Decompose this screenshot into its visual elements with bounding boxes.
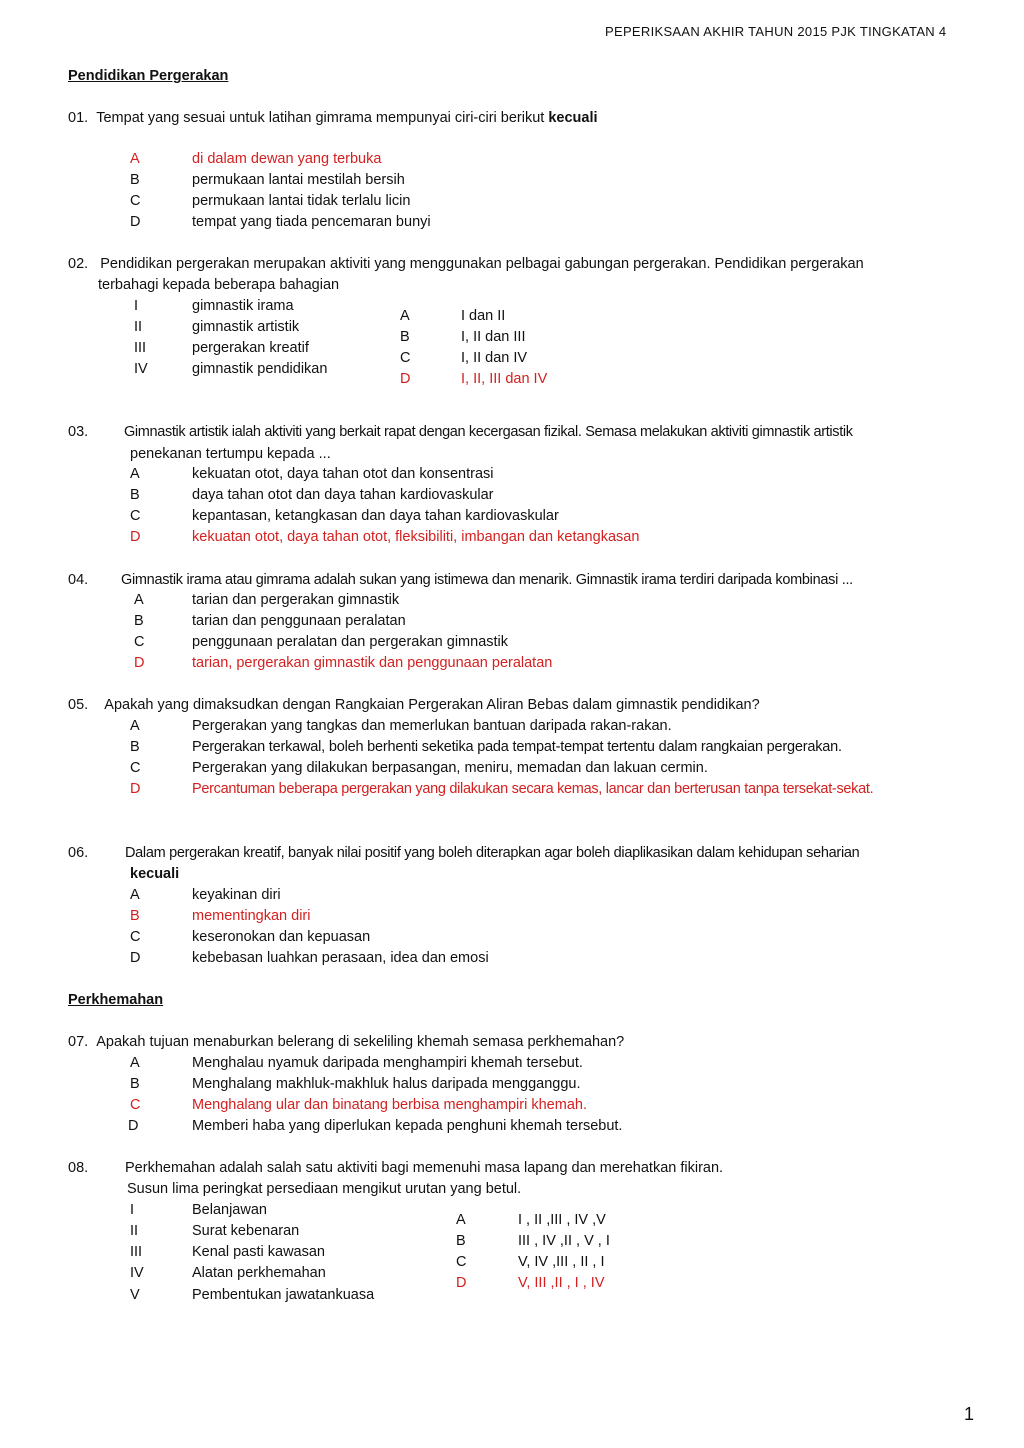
question-number: 05. — [68, 697, 89, 713]
option-text: kepantasan, ketangkasan dan daya tahan kardiovaskular — [192, 508, 559, 524]
option-letter: D — [130, 529, 141, 545]
option-text-answer: tarian, pergerakan gimnastik dan penggunaan peralatan — [192, 655, 553, 671]
option-letter: A — [130, 718, 140, 734]
question-text: Apakah yang dimaksudkan dengan Rangkaian Pergerakan Aliran Bebas dalam gimnastik pendidikan? — [104, 697, 760, 713]
statement-text: gimnastik pendidikan — [192, 361, 328, 377]
option-text: Pergerakan yang tangkas dan memerlukan bantuan daripada rakan-rakan. — [192, 718, 672, 734]
question-text-continued: Susun lima peringkat persediaan mengikut urutan yang betul. — [127, 1181, 522, 1197]
statement-text: Alatan perkhemahan — [192, 1265, 326, 1281]
roman-numeral: II — [134, 319, 143, 335]
option-text: I , II ,III , IV ,V — [518, 1212, 606, 1228]
section-title-perkhemahan: Perkhemahan — [68, 992, 164, 1008]
page-header: PEPERIKSAAN AKHIR TAHUN 2015 PJK TINGKATAN 4 — [605, 24, 947, 39]
question-number: 08. — [68, 1160, 89, 1176]
option-letter: C — [130, 1097, 141, 1113]
roman-numeral: IV — [134, 361, 148, 377]
question-text: Dalam pergerakan kreatif, banyak nilai positif yang boleh diterapkan agar boleh diaplikasikan dalam kehidupan seharian — [125, 845, 860, 861]
option-letter: D — [400, 371, 411, 387]
option-letter: B — [400, 329, 410, 345]
option-text: III , IV ,II , V , I — [518, 1233, 610, 1249]
question-number: 01. — [68, 110, 89, 126]
option-letter: B — [130, 908, 140, 924]
statement-text: gimnastik irama — [192, 298, 294, 314]
option-letter: C — [134, 634, 145, 650]
question-emphasis: kecuali — [130, 866, 180, 882]
option-letter: C — [456, 1254, 467, 1270]
question-text: Apakah tujuan menaburkan belerang di sekeliling khemah semasa perkhemahan? — [96, 1034, 625, 1050]
option-text: tarian dan penggunaan peralatan — [192, 613, 406, 629]
option-text: keyakinan diri — [192, 887, 281, 903]
option-text-answer: I, II, III dan IV — [461, 371, 548, 387]
question-number: 02. — [68, 256, 89, 272]
roman-numeral: IV — [130, 1265, 144, 1281]
option-text: penggunaan peralatan dan pergerakan gimnastik — [192, 634, 509, 650]
option-text: daya tahan otot dan daya tahan kardiovaskular — [192, 487, 494, 503]
option-text-answer: kekuatan otot, daya tahan otot, fleksibiliti, imbangan dan ketangkasan — [192, 529, 640, 545]
option-text-answer: V, III ,II , I , IV — [518, 1275, 605, 1291]
question-number: 06. — [68, 845, 89, 861]
option-letter: A — [130, 1055, 140, 1071]
roman-numeral: III — [134, 340, 147, 356]
option-letter: C — [130, 193, 141, 209]
roman-numeral: II — [130, 1223, 139, 1239]
option-letter: C — [130, 508, 141, 524]
option-text: I dan II — [461, 308, 506, 324]
option-text: kebebasan luahkan perasaan, idea dan emosi — [192, 950, 489, 966]
question-text: Gimnastik artistik ialah aktiviti yang berkait rapat dengan kecergasan fizikal. Semasa melakukan aktiviti gimnastik artistik — [124, 424, 853, 440]
option-letter: D — [134, 655, 145, 671]
statement-text: pergerakan kreatif — [192, 340, 309, 356]
option-letter: C — [130, 929, 141, 945]
section-title-pendidikan-pergerakan: Pendidikan Pergerakan — [68, 68, 229, 84]
option-letter: A — [400, 308, 410, 324]
roman-numeral: V — [130, 1287, 140, 1303]
question-02 — [68, 254, 864, 274]
option-letter: B — [130, 1076, 140, 1092]
option-text: Menghalang makhluk-makhluk halus daripada mengganggu. — [192, 1076, 581, 1092]
option-letter: D — [128, 1118, 139, 1134]
option-text: keseronokan dan kepuasan — [192, 929, 371, 945]
question-text-continued: penekanan tertumpu kepada ... — [130, 446, 331, 462]
option-text-answer: mementingkan diri — [192, 908, 311, 924]
option-text: tempat yang tiada pencemaran bunyi — [192, 214, 431, 230]
statement-text: gimnastik artistik — [192, 319, 300, 335]
option-letter: C — [130, 760, 141, 776]
option-text: permukaan lantai mestilah bersih — [192, 172, 405, 188]
question-number: 07. — [68, 1034, 89, 1050]
page-number: 1 — [964, 1404, 975, 1424]
option-letter: A — [456, 1212, 466, 1228]
option-letter: B — [130, 487, 140, 503]
option-letter: D — [130, 950, 141, 966]
roman-numeral: III — [130, 1244, 143, 1260]
option-text-answer: di dalam dewan yang terbuka — [192, 151, 382, 167]
option-letter: D — [130, 781, 141, 797]
option-text-answer: Percantuman beberapa pergerakan yang dilakukan secara kemas, lancar dan berterusan tanpa tersekat-sekat. — [192, 781, 874, 797]
question-text: Gimnastik irama atau gimrama adalah sukan yang istimewa dan menarik. Gimnastik irama terdiri daripada kombinasi ... — [121, 572, 853, 588]
question-text-continued: terbahagi kepada beberapa bahagian — [98, 277, 340, 293]
option-letter: B — [134, 613, 144, 629]
option-text: I, II dan III — [461, 329, 526, 345]
question-05 — [68, 695, 760, 715]
question-number: 03. — [68, 424, 89, 440]
option-text: kekuatan otot, daya tahan otot dan konsentrasi — [192, 466, 494, 482]
question-text: Tempat yang sesuai untuk latihan gimrama mempunyai ciri-ciri berikut — [96, 110, 549, 126]
option-text: Menghalau nyamuk daripada menghampiri khemah tersebut. — [192, 1055, 583, 1071]
option-letter: C — [400, 350, 411, 366]
question-text: Perkhemahan adalah salah satu aktiviti bagi memenuhi masa lapang dan merehatkan fikiran. — [125, 1160, 724, 1176]
option-letter: A — [130, 151, 140, 167]
option-letter: A — [130, 887, 140, 903]
statement-text: Surat kebenaran — [192, 1223, 300, 1239]
option-text-answer: Menghalang ular dan binatang berbisa menghampiri khemah. — [192, 1097, 587, 1113]
statement-text: Pembentukan jawatankuasa — [192, 1287, 375, 1303]
option-letter: D — [130, 214, 141, 230]
statement-text: Kenal pasti kawasan — [192, 1244, 325, 1260]
option-text: tarian dan pergerakan gimnastik — [192, 592, 400, 608]
roman-numeral: I — [130, 1202, 135, 1218]
question-07 — [68, 1032, 624, 1052]
question-01 — [68, 108, 598, 128]
option-text: permukaan lantai tidak terlalu licin — [192, 193, 411, 209]
option-letter: A — [134, 592, 144, 608]
option-text: I, II dan IV — [461, 350, 528, 366]
option-letter: B — [456, 1233, 466, 1249]
option-text: Memberi haba yang diperlukan kepada penghuni khemah tersebut. — [192, 1118, 623, 1134]
option-text: Pergerakan terkawal, boleh berhenti seketika pada tempat-tempat tertentu dalam rangkaian pergerakan. — [192, 739, 842, 755]
question-number: 04. — [68, 572, 89, 588]
question-emphasis: kecuali — [548, 110, 598, 126]
option-letter: B — [130, 172, 140, 188]
roman-numeral: I — [134, 298, 139, 314]
question-text: Pendidikan pergerakan merupakan aktiviti yang menggunakan pelbagai gabungan pergerakan. Pendidikan pergerakan — [100, 256, 864, 272]
option-letter: D — [456, 1275, 467, 1291]
option-letter: A — [130, 466, 140, 482]
option-text: V, IV ,III , II , I — [518, 1254, 605, 1270]
statement-text: Belanjawan — [192, 1202, 267, 1218]
option-letter: B — [130, 739, 140, 755]
option-text: Pergerakan yang dilakukan berpasangan, meniru, memadan dan lakuan cermin. — [192, 760, 708, 776]
